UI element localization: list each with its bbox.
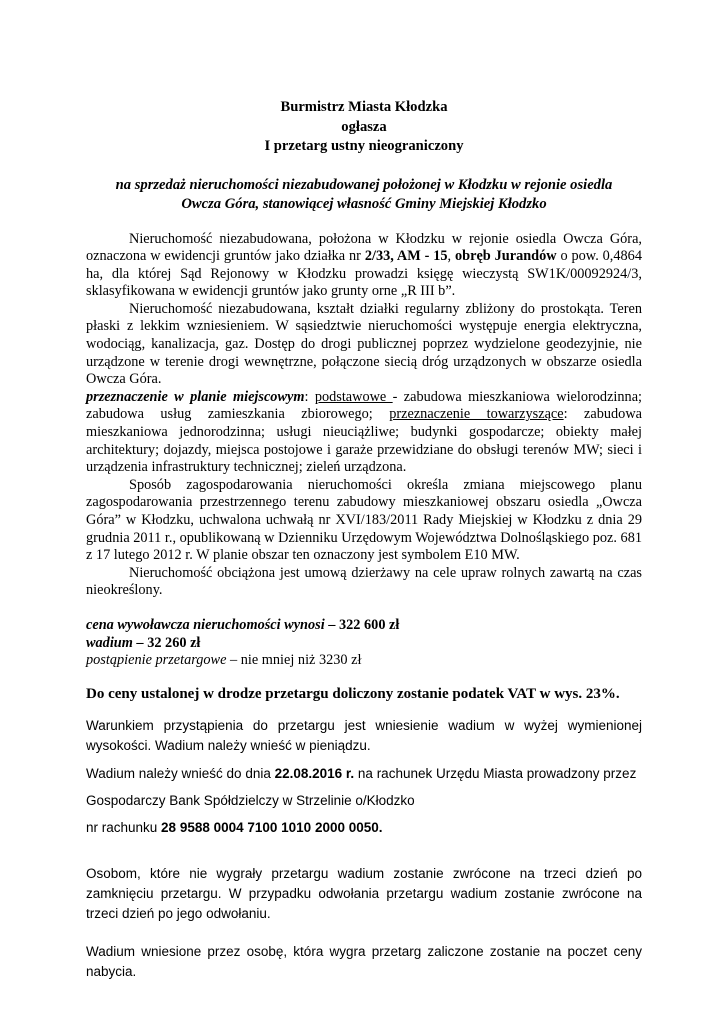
bid-increment (86, 652, 642, 670)
property-description (86, 231, 642, 600)
price-block (86, 617, 642, 670)
vat-notice: Do ceny ustalonej w drodze przetargu doliczony zostanie podatek VAT w wys. 23%. (86, 685, 620, 702)
plot-number: 2/33, AM - 15 (364, 248, 448, 265)
deposit-date: 22.08.2016 r. (274, 766, 355, 782)
zoning-label: przeznaczenie w planie miejscowym (86, 388, 305, 405)
deposit-deadline (86, 765, 642, 783)
account-number: 28 9588 0004 7100 1010 2000 0050. (161, 819, 383, 835)
price-value: – 322 600 zł (324, 616, 400, 633)
precinct: obręb Jurandów (455, 248, 557, 265)
header-tender-type: I przetarg ustny nieograniczony (264, 138, 464, 154)
starting-price (86, 617, 642, 635)
paragraph-characteristics: Nieruchomość niezabudowana, kształt działki regularny zbliżony do prostokąta. Teren płaski z lekkim wzniesieniem. W sąsiedztwie nieruchomości występuje energia elektryczna, wodociąg, kanalizacja, gaz. Dostęp do drogi publicznej poprzez wydzielone geodezyjnie, nie urządzone w terenie drogi wewnętrzne, połączone siecią dróg urządzonych w obszarze osiedla Owcza Góra. (86, 300, 642, 388)
primary-use-label: podstawowe (314, 388, 393, 405)
refund-notice: Osobom, które nie wygrały przetargu wadium zostanie zwrócone na trzeci dzień po zamknięciu przetargu. W przypadku odwołania przetargu wadium zostanie zwrócone na trzeci dzień po jego odwołaniu. (86, 866, 642, 922)
text: o pow. 0,4864 ha, dla której Sąd Rejonowy w Kłodzku prowadzi księgę wieczystą SW1K/00092924/3, sklasyfikowana w ewidencji gruntów jako grunty orne „R III b”. (86, 248, 642, 300)
paragraph-zoning (86, 389, 642, 477)
deposit-condition: Warunkiem przystąpienia do przetargu jest wniesienie wadium w wyżej wymienionej wysokości. Wadium należy wnieść w pieniądzu. (86, 718, 642, 754)
text: nr rachunku (86, 819, 162, 835)
deposit-value: 32 260 zł (147, 634, 201, 651)
text: Wadium należy wnieść do dnia (86, 766, 275, 782)
paragraph-plan: Sposób zagospodarowania nieruchomości określa zmiana miejscowego planu zagospodarowania przestrzennego terenu zabudowy mieszkaniowej obszaru osiedla „Owcza Góra” w Kłodzku, uchwalona uchwałą nr XVI/183/2011 Rady Miejskiej w Kłodzku z dnia 29 grudnia 2011 r., opublikowaną w Dzienniku Urzędowym Województwa Dolnośląskiego poz. 681 z 17 lutego 2012 r. W planie obszar ten oznaczony jest symbolem E10 MW. (86, 476, 642, 564)
subtitle-line-1: na sprzedaż nieruchomości niezabudowanej położonej w Kłodzku w rejonie osiedla (115, 176, 613, 193)
header-issuer: Burmistrz Miasta Kłodzka (280, 99, 448, 115)
deposit-label: wadium – (86, 634, 148, 651)
text: Nieruchomość niezabudowana, położona w Kłodzku w rejonie osiedla Owcza Góra, oznaczona w ewidencji gruntów jako działka nr (86, 230, 642, 265)
text: : zabudowa mieszkaniowa jednorodzinna; usługi nieuciążliwe; budynki gospodarcze; obiekty małej architektury; dojazdy, miejsca postojowe i garaże przewidziane do obsługi terenów MW; sieci i urządzenia infrastruktury technicznej; zieleń urządzona. (86, 406, 642, 476)
deposit-section (86, 716, 642, 982)
text: , (447, 248, 455, 265)
document-subtitle (86, 176, 642, 214)
credit-notice: Wadium wniesione przez osobę, która wygra przetarg zaliczone zostanie na poczet ceny nabycia. (86, 944, 642, 980)
text: : (304, 388, 315, 405)
price-label: cena wywoławcza nieruchomości wynosi (86, 616, 325, 633)
document-page (86, 98, 642, 982)
bank-name: Gospodarczy Bank Spółdzielczy w Strzelinie o/Kłodzko (86, 792, 415, 808)
paragraph-location (86, 231, 642, 301)
increment-label: postąpienie przetargowe (86, 652, 227, 669)
increment-value: – nie mniej niż 3230 zł (226, 652, 362, 669)
deposit-amount (86, 635, 642, 653)
secondary-use-label: przeznaczenie towarzyszące (389, 406, 564, 423)
subtitle-line-2: Owcza Góra, stanowiącej własność Gminy Miejskiej Kłodzko (181, 195, 547, 212)
account-number-line (86, 819, 642, 837)
text: na rachunek Urzędu Miasta prowadzony przez (354, 766, 637, 782)
header-announces: ogłasza (341, 118, 387, 135)
paragraph-lease: Nieruchomość obciążona jest umową dzierżawy na cele upraw rolnych zawartą na czas nieokreślony. (86, 564, 642, 599)
text: - zabudowa mieszkaniowa wielorodzinna; zabudowa usług zamieszkania zbiorowego; (86, 388, 643, 423)
